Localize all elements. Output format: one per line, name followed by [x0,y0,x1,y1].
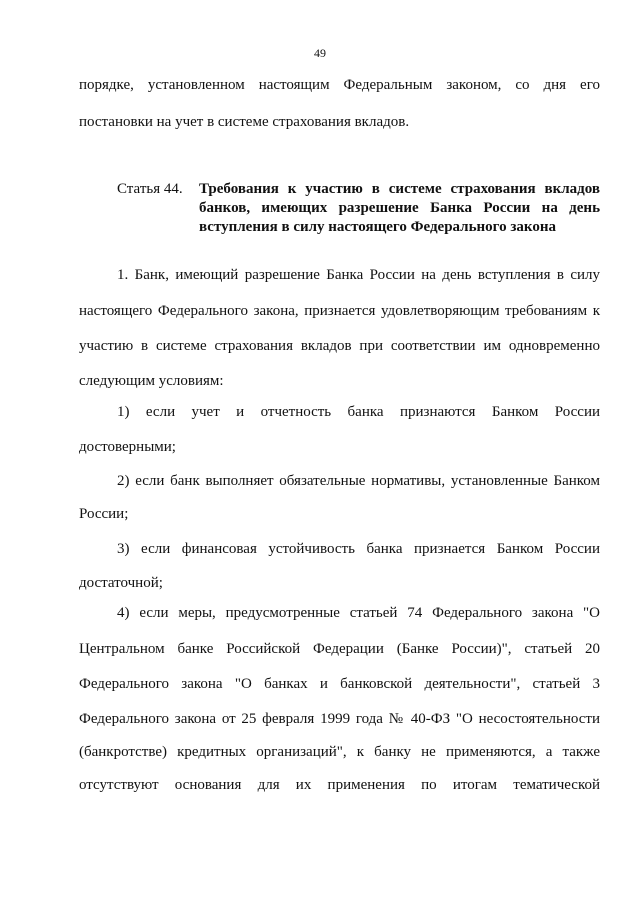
paragraph-line: участию в системе страхования вкладов при соответствии им одновременно [79,338,600,354]
list-item-line: достаточной; [79,575,163,591]
paragraph-line: 1. Банк, имеющий разрешение Банка России на день вступления в силу [117,267,600,283]
list-item-line: 3) если финансовая устойчивость банка признается Банком России [117,541,600,557]
article-title-line: вступления в силу настоящего Федерального закона [199,219,556,235]
article-title-line: Требования к участию в системе страхования вкладов [199,181,600,197]
list-item-line: достоверными; [79,439,176,455]
list-item-line: 4) если меры, предусмотренные статьей 74 Федерального закона "О [117,605,600,621]
page-number: 49 [314,46,326,60]
article-label: Статья 44. [117,181,183,197]
list-item-line: 1) если учет и отчетность банка признаются Банком России [117,404,600,420]
list-item-line: (банкротстве) кредитных организаций", к банку не применяются, а также [79,744,600,760]
list-item-line: Федерального закона "О банках и банковской деятельности", статьей 3 [79,676,600,692]
article-title [199,180,600,237]
paragraph-line: постановки на учет в системе страхования вкладов. [79,114,410,130]
list-item-line: Центральном банке Российской Федерации (Банке России)", статьей 20 [79,641,600,657]
list-item-line: отсутствуют основания для их применения по итогам тематической [79,777,600,793]
article-title-line: банков, имеющих разрешение Банка России на день [199,200,600,216]
list-item-line: Федерального закона от 25 февраля 1999 года № 40-ФЗ "О несостоятельности [79,711,600,727]
list-item-line: 2) если банк выполняет обязательные нормативы, установленные Банком [117,473,600,489]
paragraph-line: следующим условиям: [79,373,224,389]
paragraph-line: настоящего Федерального закона, признается удовлетворяющим требованиям к [79,303,600,319]
list-item-line: России; [79,506,129,522]
paragraph-line: порядке, установленном настоящим Федеральным законом, со дня его [79,77,600,93]
